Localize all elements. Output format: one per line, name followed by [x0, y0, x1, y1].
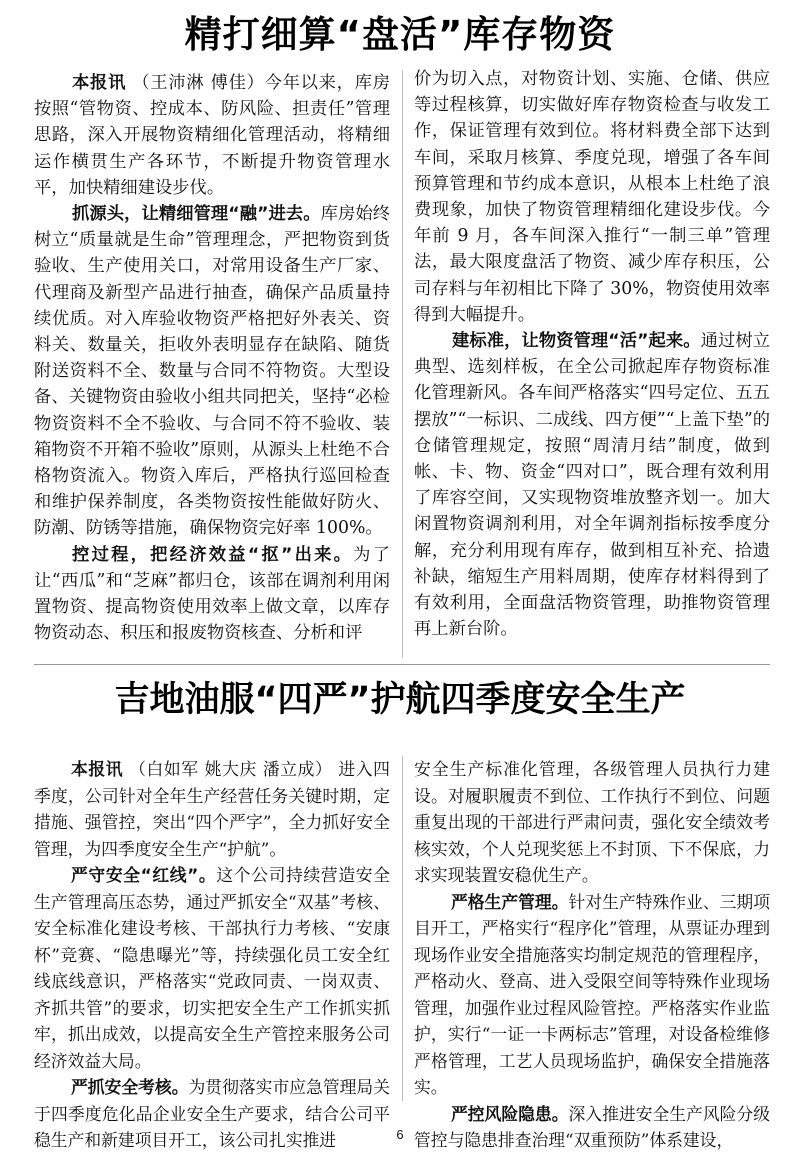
paragraph-text: 今年以来，库房按照“管物资、控成本、防风险、担责任”管理思路，深入开展物资精细化管理活动，将精细运作横贯生产各环节，不断提升物资管理水平，加快精细建设步伐。 — [34, 73, 390, 198]
article1-paragraph — [34, 542, 390, 647]
paragraph-text: 针对生产特殊作业、三期项目开工，严格实行“程序化”管理，从票证办理到现场作业安全措施落实均制定规范的管理程序，严格动火、登高、进入受限空间等特殊作业现场管理，加强作业过程风险管控。严格落实作业监护，实行“一证一卡两标志”管理，对设备检维修严格管理，工艺人员现场监护，确保安全措施落实。 — [414, 891, 770, 1097]
lead-in: 本报讯 — [72, 73, 127, 93]
byline: （白如军 姚大庆 潘立成） — [129, 759, 333, 779]
paragraph-text: 深入推进安全生产风险分级管控与隐患排查治理“双重预防”体系建设， — [414, 1103, 770, 1150]
column-divider — [402, 70, 403, 658]
article2-column-right — [414, 756, 770, 1150]
article1-column-left — [34, 70, 390, 660]
section-lead: 严格生产管理。 — [450, 891, 569, 912]
section-lead: 严控风险隐患。 — [450, 1103, 569, 1124]
section-lead: 抓源头，让精细管理“融”进去。 — [72, 204, 321, 225]
section-lead: 建标准，让物资管理“活”起来。 — [452, 331, 701, 352]
paragraph-text: 价为切入点，对物资计划、实施、仓储、供应等过程核算，切实做好库存物资检查与收发工作，保证管理有效到位。将材料费全部下达到车间，采取月核算、季度兑现，增强了各车间预算管理和节约成本意识，从根本上杜绝了浪费现象，加快了物资管理精细化建设步伐。今年前 9 月，各车间深入推行“一制三单”管理法，最大限度盘活了物资、减少库存积压，公司存料与年初相比下降了 30%，物资使用效率得到大幅提升。 — [414, 69, 770, 325]
article1-headline: 精打细算“盘活”库存物资 — [184, 13, 616, 56]
section-lead: 控过程，把经济效益“抠”出来。 — [72, 544, 354, 565]
paragraph-text: 安全生产标准化管理，各级管理人员执行力建设。对履职履责不到位、工作执行不到位、问题重复出现的干部进行严肃问责，强化安全绩效考核实效，个人兑现奖惩上不封顶、下不保底，力求实现装置安稳优生产。 — [414, 759, 770, 885]
article2-paragraph — [34, 862, 390, 1074]
article2-column-left — [34, 756, 390, 1150]
section-lead: 严抓安全考核。 — [70, 1077, 189, 1097]
article2-paragraph — [414, 756, 770, 889]
article-separator — [34, 664, 770, 665]
byline: （王沛淋 傅佳） — [132, 73, 265, 93]
article1-paragraph — [34, 201, 390, 542]
article2-headline: 吉地油服“四严”护航四季度安全生产 — [114, 680, 686, 720]
paragraph-text: 通过树立典型、选刻样板，在全公司掀起库存物资标准化管理新风。各车间严格落实“四号定位、五五摆放”“一标识、二成线、四方便”“上盖下垫”的仓储管理规定，按照“周清月结”制度，做到帐、卡、物、资金“四对口”，既合理有效利用了库容空间，又实现物资堆放整齐划一。加大闲置物资调剂利用，对全年调剂指标按季度分解，充分利用现有库存，做到相互补充、拾遗补缺，缩短生产用料周期，使库存材料得到了有效利用，全面盘活物资管理，助推物资管理再上新台阶。 — [414, 331, 770, 640]
lead-in: 本报讯 — [70, 759, 124, 779]
article1-column-right — [414, 66, 770, 660]
paragraph-text: 进入四季度，公司针对全年生产经营任务关键时期，定措施、强管控，突出“四个严字”，全力抓好安全管理，为四季度安全生产“护航”。 — [34, 759, 390, 859]
paragraph-text: 库房始终树立“质量就是生命”管理理念，严把物资到货验收、生产使用关口，对常用设备生产厂家、代理商及新型产品进行抽查，确保产品质量持续优质。对入库验收物资严格把好外表关、资料关、数量关，拒收外表明显存在缺陷、随货附送资料不全、数量与合同不符物资。大型设备、关键物资由验收小组共同把关，坚持“必检物资资料不全不验收、与合同不符不验收、装箱物资不开箱不验收”原则，从源头上杜绝不合格物资流入。物资入库后，严格执行巡回检查和维护保养制度，各类物资按性能做好防火、防潮、防锈等措施，确保物资完好率 100%。 — [34, 204, 390, 539]
section-lead: 严守安全“红线”。 — [70, 865, 217, 885]
column-divider — [402, 756, 403, 1101]
article1-paragraph — [34, 70, 390, 201]
paragraph-text: 为了让“西瓜”和“芝麻”都归仓，该部在调剂利用闲置物资、提高物资使用效率上做文章，以库存物资动态、积压和报废物资核查、分析和评 — [34, 544, 390, 644]
paragraph-text: 这个公司持续营造安全生产管理高压态势，通过严抓安全“双基”考核、安全标准化建设考核、干部执行力考核、“安康杯”竞赛、“隐患曝光”等，持续强化员工安全红线底线意识，严格落实“党政同责、一岗双责、齐抓共管”的要求，切实把安全生产工作抓实抓牢，抓出成效，以提高安全生产管控来服务公司经济效益大局。 — [34, 865, 390, 1071]
article1-paragraph — [414, 328, 770, 642]
article2-paragraph — [414, 889, 770, 1101]
article2-paragraph — [34, 756, 390, 862]
paragraph-text: 为贯彻落实市应急管理局关于四季度危化品企业安全生产要求，结合公司平稳生产和新建项目开工，该公司扎实推进 — [34, 1077, 390, 1150]
article1-paragraph — [414, 66, 770, 328]
page-number: 6 — [396, 1127, 404, 1142]
